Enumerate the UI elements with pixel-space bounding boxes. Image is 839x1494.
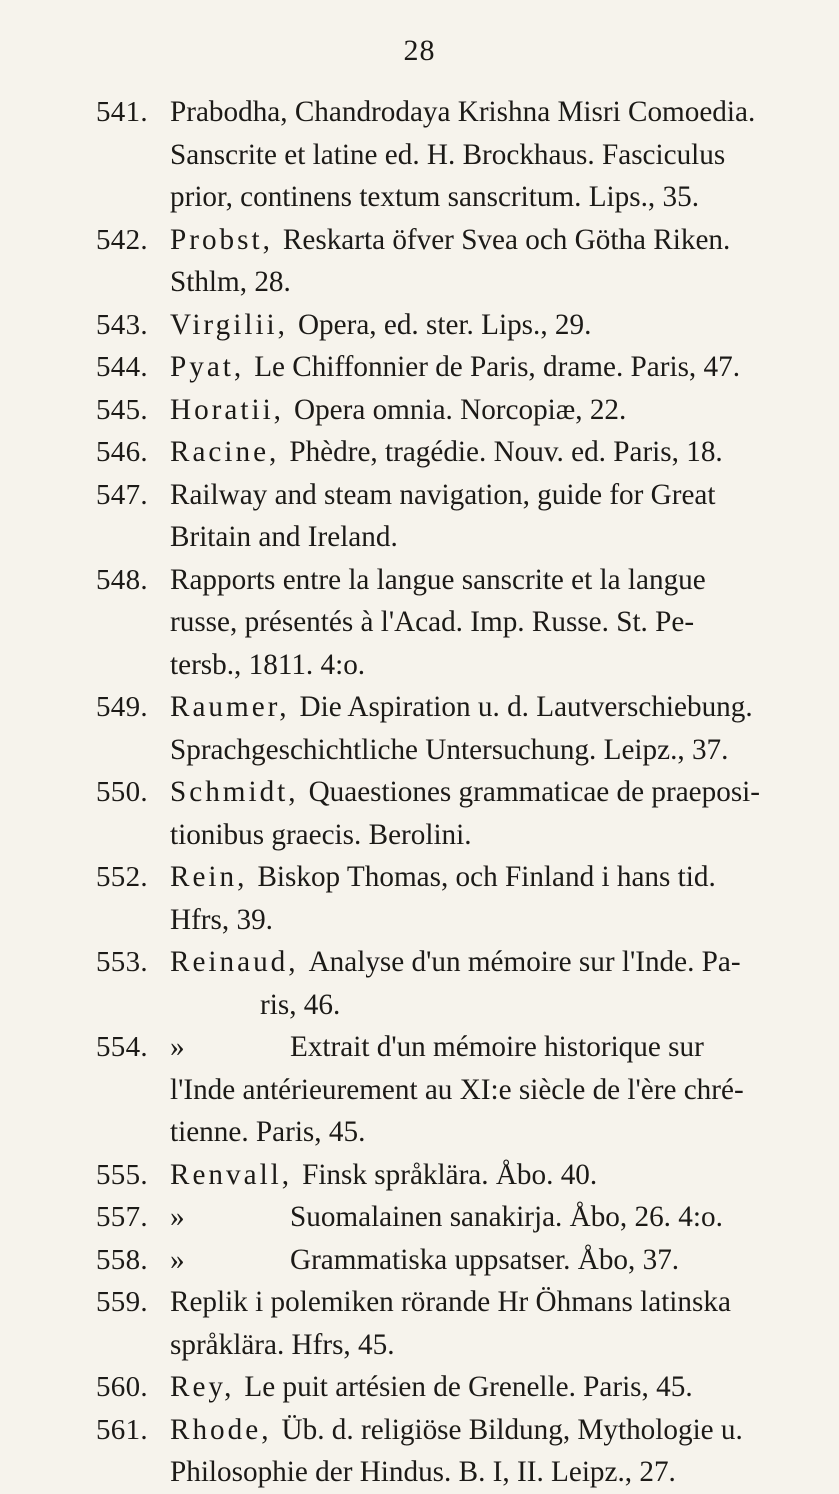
entry-line: [170, 941, 786, 984]
catalog-entry: [96, 91, 786, 219]
catalog-entry: [96, 1026, 786, 1154]
catalog-entry: [96, 1196, 786, 1239]
entry-line: Philosophie der Hindus. B. I, II. Leipz., 27.: [170, 1456, 676, 1488]
entry-line: [170, 219, 786, 262]
entry-title: Suomalainen sanakirja. Åbo, 26. 4:o.: [290, 1201, 723, 1233]
entry-author: Rein,: [170, 861, 248, 893]
entry-title: Analyse d'un mémoire sur l'Inde. Pa-: [308, 946, 741, 978]
entry-line: [170, 686, 786, 729]
entry-author: Schmidt,: [170, 776, 299, 808]
catalog-entry: [96, 474, 786, 559]
entry-number: 555.: [96, 1158, 148, 1191]
entry-author: Horatii,: [170, 393, 284, 426]
entry-number: 542.: [96, 223, 148, 256]
entry-author: Pyat,: [170, 351, 245, 383]
entry-number: 545.: [96, 393, 148, 426]
catalog-entry: [96, 1239, 786, 1282]
entry-line: [170, 1239, 786, 1282]
ditto-mark: »: [170, 1031, 185, 1063]
entry-text: [170, 431, 786, 474]
entry-line: [170, 1154, 786, 1197]
entry-line: l'Inde antérieurement au XI:e siècle de l'ère chré-: [170, 1073, 744, 1106]
entry-text: [170, 219, 786, 304]
entry-title: Le Chiffonnier de Paris, drame. Paris, 47.: [254, 351, 740, 383]
entry-title: Opera omnia. Norcopiæ, 22.: [293, 393, 627, 426]
entry-line: [170, 304, 786, 347]
entry-text: [170, 559, 786, 687]
entry-text: [170, 346, 786, 389]
entry-author: Rey,: [170, 1371, 235, 1403]
entry-number: 550.: [96, 776, 148, 808]
entry-title: Üb. d. religiöse Bildung, Mythologie u.: [281, 1413, 743, 1446]
entry-line: [170, 346, 786, 389]
entry-title: Biskop Thomas, och Finland i hans tid.: [257, 861, 716, 893]
entry-line: [170, 771, 786, 814]
entry-line: [170, 1366, 786, 1409]
ditto-mark: »: [170, 1201, 185, 1233]
entry-text: [170, 91, 786, 219]
entry-line: [170, 389, 786, 432]
entry-title: Le puit artésien de Grenelle. Paris, 45.: [244, 1371, 693, 1403]
catalog-entry: [96, 1409, 786, 1494]
entry-line: Prabodha, Chandrodaya Krishna Misri Comoedia.: [170, 96, 756, 128]
entry-line: ris, 46.: [260, 988, 341, 1021]
entry-author: Probst,: [170, 223, 273, 256]
entry-text: [170, 474, 786, 559]
entry-author: Reinaud,: [170, 946, 299, 978]
entry-number: 543.: [96, 308, 148, 341]
entry-line: tionibus graecis. Berolini.: [170, 818, 472, 851]
catalog-entry: [96, 389, 786, 432]
catalog-entry: [96, 559, 786, 687]
entry-text: [170, 856, 786, 941]
entry-line: Britain and Ireland.: [170, 521, 398, 553]
entry-number: 541.: [96, 96, 148, 128]
entry-line: [170, 1409, 786, 1452]
entry-number: 552.: [96, 861, 148, 893]
catalog-entry: [96, 219, 786, 304]
entry-line: tersb., 1811. 4:o.: [170, 648, 366, 681]
catalog-entry: [96, 686, 786, 771]
entry-number: 559.: [96, 1286, 148, 1318]
entry-number: 553.: [96, 946, 148, 978]
entry-title: Extrait d'un mémoire historique sur: [290, 1031, 704, 1063]
entry-line: tienne. Paris, 45.: [170, 1116, 366, 1148]
entry-line: Sanscrite et latine ed. H. Brockhaus. Fasciculus: [170, 138, 726, 171]
entry-text: [170, 389, 786, 432]
catalog-entry: [96, 1366, 786, 1409]
entry-line: prior, continens textum sanscritum. Lips., 35.: [170, 181, 699, 213]
catalog-entry: [96, 771, 786, 856]
entry-line: Replik i polemiken rörande Hr Öhmans latinska: [170, 1286, 731, 1318]
ditto-mark: »: [170, 1243, 185, 1276]
catalog-entry: [96, 856, 786, 941]
entry-title: Phèdre, tragédie. Nouv. ed. Paris, 18.: [289, 436, 723, 468]
entry-text: [170, 1239, 786, 1282]
catalog-entry: [96, 304, 786, 347]
entry-title: Die Aspiration u. d. Lautverschiebung.: [299, 691, 753, 723]
entry-number: 549.: [96, 691, 148, 723]
catalog-entries: [96, 91, 786, 1494]
entry-line: [170, 856, 786, 899]
entry-line: Railway and steam navigation, guide for Great: [170, 478, 716, 511]
entry-line: språklära. Hfrs, 45.: [170, 1328, 395, 1361]
entry-line: Sthlm, 28.: [170, 266, 291, 298]
catalog-entry: [96, 431, 786, 474]
entry-text: [170, 304, 786, 347]
entry-author: Raumer,: [170, 691, 290, 723]
entry-author: Virgilii,: [170, 308, 288, 341]
entry-text: [170, 1409, 786, 1494]
entry-title: Opera, ed. ster. Lips., 29.: [297, 308, 592, 341]
entry-text: [170, 1366, 786, 1409]
entry-number: 546.: [96, 436, 148, 468]
entry-title: Finsk språklära. Åbo. 40.: [302, 1158, 598, 1191]
entry-text: [170, 686, 786, 771]
entry-text: [170, 1154, 786, 1197]
entry-number: 554.: [96, 1031, 148, 1063]
entry-title: Reskarta öfver Svea och Götha Riken.: [282, 223, 731, 256]
catalog-entry: [96, 941, 786, 1026]
page-number: 28: [403, 34, 436, 67]
catalog-entry: [96, 1154, 786, 1197]
entry-line: Hfrs, 39.: [170, 903, 273, 936]
entry-line: [170, 431, 786, 474]
entry-number: 558.: [96, 1243, 148, 1276]
catalog-entry: [96, 346, 786, 389]
entry-line: [170, 1026, 786, 1069]
catalog-entry: [96, 1281, 786, 1366]
entry-text: [170, 1281, 786, 1366]
entry-number: 557.: [96, 1201, 148, 1233]
entry-number: 548.: [96, 563, 148, 596]
entry-line: [170, 1196, 786, 1239]
entry-number: 561.: [96, 1413, 148, 1446]
entry-author: Racine,: [170, 436, 280, 468]
entry-text: [170, 1196, 786, 1239]
entry-number: 560.: [96, 1371, 148, 1403]
entry-number: 547.: [96, 478, 148, 511]
entry-text: [170, 771, 786, 856]
entry-author: Renvall,: [170, 1158, 293, 1191]
entry-title: Quaestiones grammaticae de praeposi-: [308, 776, 761, 808]
entry-line: russe, présentés à l'Acad. Imp. Russe. St. Pe-: [170, 606, 695, 638]
entry-text: [170, 941, 786, 1026]
entry-title: Grammatiska uppsatser. Åbo, 37.: [290, 1243, 680, 1276]
entry-line: Sprachgeschichtliche Untersuchung. Leipz., 37.: [170, 733, 729, 766]
entry-text: [170, 1026, 786, 1154]
entry-line: Rapports entre la langue sanscrite et la langue: [170, 563, 706, 596]
entry-number: 544.: [96, 351, 148, 383]
entry-author: Rhode,: [170, 1413, 272, 1446]
